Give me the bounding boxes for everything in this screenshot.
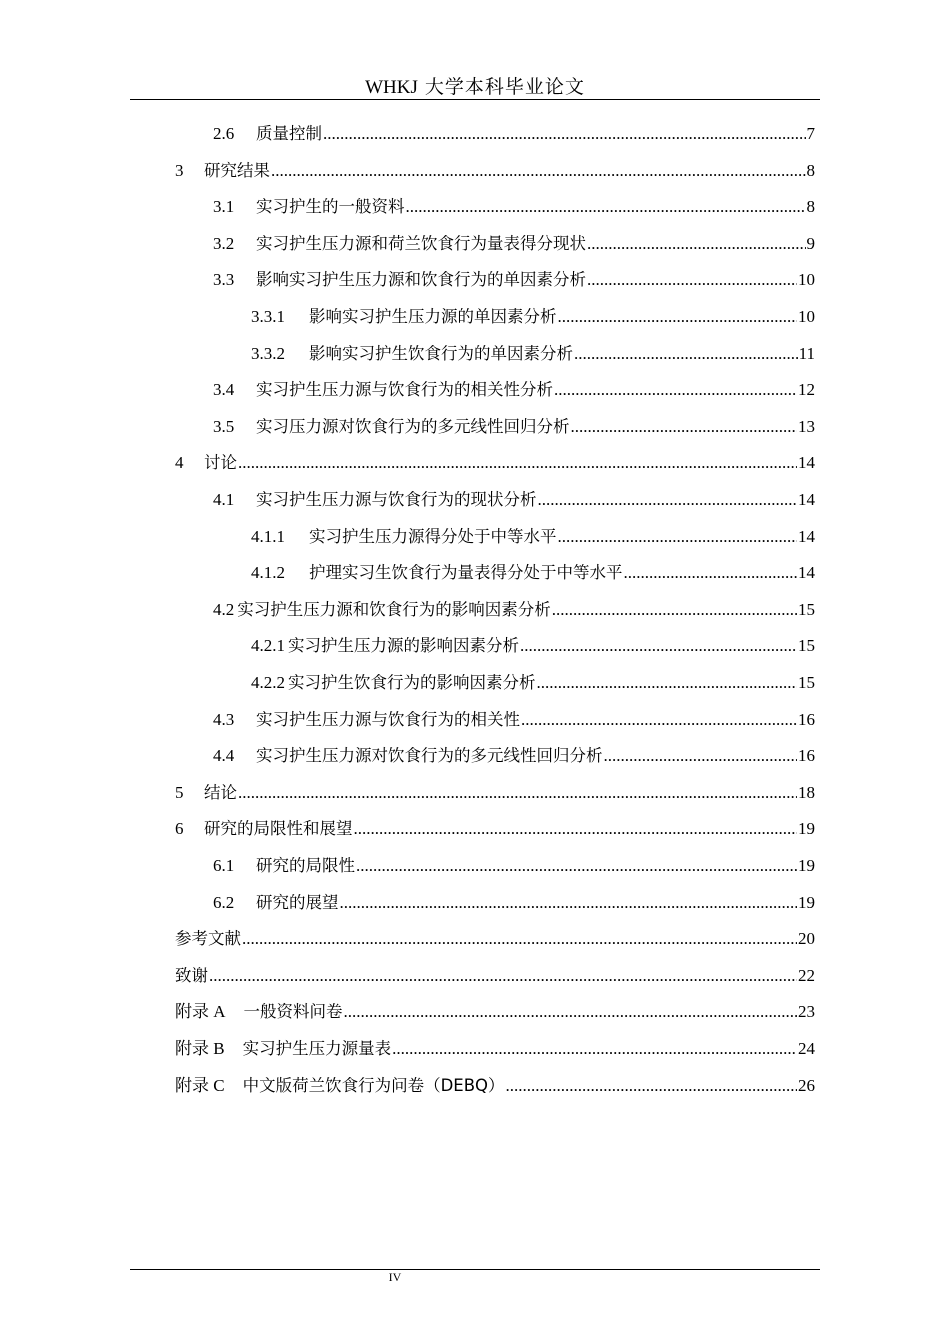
toc-entry-page: 18 bbox=[798, 782, 815, 802]
toc-entry[interactable] bbox=[175, 921, 815, 957]
toc-entry-page: 16 bbox=[798, 746, 815, 766]
toc-entry-title: 实习护生压力源量表 bbox=[242, 1039, 392, 1058]
toc-entry-title: 致谢 bbox=[175, 965, 208, 985]
toc-entry-number: 3.5 bbox=[213, 416, 235, 436]
toc-entry-title: 实习压力源对饮食行为的多元线性回归分析 bbox=[256, 416, 570, 436]
toc-dot-leader bbox=[506, 1068, 797, 1104]
toc-entry-number: 6.2 bbox=[213, 892, 235, 912]
toc-entry[interactable] bbox=[213, 592, 815, 628]
header-divider bbox=[130, 99, 820, 100]
toc-dot-leader bbox=[520, 628, 797, 664]
toc-entry-title: 实习护生压力源得分处于中等水平 bbox=[309, 526, 557, 546]
header-prefix: WHKJ bbox=[365, 77, 418, 98]
toc-entry-title: 研究结果 bbox=[204, 160, 270, 180]
toc-entry-page: 19 bbox=[798, 892, 815, 912]
toc-entry[interactable] bbox=[251, 665, 815, 701]
toc-entry-number: 3.4 bbox=[213, 380, 235, 400]
toc-dot-leader bbox=[344, 994, 797, 1030]
toc-entry[interactable] bbox=[213, 409, 815, 445]
toc-entry-title: 实习护生压力源和饮食行为的影响因素分析 bbox=[237, 599, 551, 619]
toc-entry[interactable] bbox=[251, 336, 815, 372]
toc-entry-page: 15 bbox=[798, 636, 815, 656]
toc-entry-number: 4.2.2 bbox=[251, 673, 285, 692]
toc-entry-number: 附录 C bbox=[175, 1075, 225, 1095]
toc-entry-number: 5 bbox=[175, 782, 184, 802]
toc-dot-leader bbox=[354, 811, 798, 847]
toc-dot-leader bbox=[238, 775, 797, 811]
toc-entry[interactable] bbox=[175, 958, 815, 994]
toc-entry-title: 实习护生的一般资料 bbox=[256, 197, 405, 217]
toc-entry[interactable] bbox=[175, 1068, 815, 1104]
toc-entry-title: 实习护生压力源与饮食行为的现状分析 bbox=[256, 490, 537, 509]
toc-entry-title: 影响实习护生饮食行为的单因素分析 bbox=[309, 343, 573, 363]
page-header bbox=[130, 72, 820, 100]
toc-entry-title: 实习护生饮食行为的影响因素分析 bbox=[288, 673, 536, 692]
toc-entry[interactable] bbox=[213, 372, 815, 408]
toc-dot-leader bbox=[538, 482, 798, 518]
toc-entry-page: 8 bbox=[806, 160, 815, 180]
toc-entry-title: 结论 bbox=[204, 782, 237, 802]
toc-entry-number: 3.1 bbox=[213, 197, 235, 217]
toc-entry-title: 一般资料问卷 bbox=[243, 1002, 343, 1022]
toc-entry-number: 4.1 bbox=[213, 490, 235, 509]
toc-entry-number: 3.3.2 bbox=[251, 343, 285, 363]
toc-entry[interactable] bbox=[251, 299, 815, 335]
toc-entry[interactable] bbox=[251, 519, 815, 555]
toc-entry-number: 4.2.1 bbox=[251, 636, 285, 656]
toc-entry-page: 20 bbox=[798, 929, 815, 949]
toc-entry[interactable] bbox=[175, 994, 815, 1030]
toc-entry-page: 16 bbox=[798, 709, 815, 729]
toc-dot-leader bbox=[521, 702, 797, 738]
toc-entry-number: 3 bbox=[175, 160, 184, 180]
toc-entry-title: 参考文献 bbox=[175, 929, 241, 949]
toc-dot-leader bbox=[209, 958, 797, 994]
toc-entry-number: 6.1 bbox=[213, 856, 235, 875]
toc-entry-number: 4.1.2 bbox=[251, 563, 285, 583]
toc-entry-title: 实习护生压力源与饮食行为的相关性 bbox=[256, 709, 520, 729]
toc-dot-leader bbox=[242, 921, 797, 957]
header-title: 大学本科毕业论文 bbox=[424, 76, 585, 98]
toc-dot-leader bbox=[574, 336, 798, 372]
toc-entry-page: 26 bbox=[798, 1075, 815, 1095]
toc-entry-title: 讨论 bbox=[204, 453, 237, 473]
toc-entry-page: 10 bbox=[798, 307, 815, 326]
toc-entry-title: 实习护生压力源与饮食行为的相关性分析 bbox=[256, 380, 553, 400]
toc-dot-leader bbox=[537, 665, 798, 701]
toc-entry-title: 实习护生压力源和荷兰饮食行为量表得分现状 bbox=[256, 233, 586, 253]
toc-entry[interactable] bbox=[175, 775, 815, 811]
toc-dot-leader bbox=[554, 372, 797, 408]
toc-entry-number: 附录 B bbox=[175, 1039, 225, 1058]
toc-entry[interactable] bbox=[213, 702, 815, 738]
toc-entry[interactable] bbox=[213, 226, 815, 262]
toc-entry-number: 3.3 bbox=[213, 270, 235, 290]
toc-entry-title: 研究的展望 bbox=[256, 892, 339, 912]
toc-entry-number: 4 bbox=[175, 453, 184, 473]
toc-entry-page: 19 bbox=[798, 856, 815, 875]
toc-entry[interactable] bbox=[213, 482, 815, 518]
toc-entry-title: 实习护生压力源对饮食行为的多元线性回归分析 bbox=[256, 746, 603, 766]
toc-dot-leader bbox=[604, 738, 798, 774]
toc-dot-leader bbox=[392, 1031, 797, 1067]
toc-entry[interactable] bbox=[251, 628, 815, 664]
toc-dot-leader bbox=[558, 519, 798, 555]
toc-entry-number: 4.3 bbox=[213, 709, 235, 729]
toc-entry[interactable] bbox=[213, 848, 815, 884]
toc-entry[interactable] bbox=[251, 555, 815, 591]
toc-entry[interactable] bbox=[175, 811, 815, 847]
toc-entry[interactable] bbox=[175, 153, 815, 189]
toc-entry-page: 8 bbox=[806, 197, 815, 217]
toc-dot-leader bbox=[558, 299, 798, 335]
toc-dot-leader bbox=[238, 445, 797, 481]
toc-entry-page: 11 bbox=[798, 343, 815, 363]
toc-dot-leader bbox=[323, 116, 806, 152]
toc-entry-number: 4.2 bbox=[213, 599, 235, 619]
toc-entry-number: 3.2 bbox=[213, 233, 235, 253]
toc-entry-page: 14 bbox=[798, 453, 815, 473]
toc-entry-title: 中文版荷兰饮食行为问卷（DEBQ） bbox=[242, 1075, 505, 1095]
toc-entry-page: 19 bbox=[798, 819, 815, 839]
toc-entry[interactable] bbox=[213, 738, 815, 774]
toc-entry-number: 4.1.1 bbox=[251, 526, 285, 546]
toc-dot-leader bbox=[587, 262, 797, 298]
toc-entry-title: 实习护生压力源的影响因素分析 bbox=[288, 636, 519, 656]
toc-entry-page: 15 bbox=[798, 599, 815, 619]
toc-entry-number: 4.4 bbox=[213, 746, 235, 766]
toc-dot-leader bbox=[587, 226, 806, 262]
toc-entry-title: 研究的局限性和展望 bbox=[204, 819, 353, 839]
toc-entry-page: 14 bbox=[798, 526, 815, 546]
toc-dot-leader bbox=[356, 848, 797, 884]
toc-entry-number: 附录 A bbox=[175, 1002, 226, 1022]
toc-dot-leader bbox=[624, 555, 798, 591]
toc-entry-number: 6 bbox=[175, 819, 184, 839]
toc-entry[interactable] bbox=[213, 262, 815, 298]
toc-dot-leader bbox=[340, 885, 798, 921]
toc-entry[interactable] bbox=[213, 885, 815, 921]
toc-dot-leader bbox=[571, 409, 798, 445]
toc-entry[interactable] bbox=[175, 445, 815, 481]
toc-entry-number: 3.3.1 bbox=[251, 307, 285, 326]
toc-entry-title: 影响实习护生压力源和饮食行为的单因素分析 bbox=[256, 270, 586, 290]
toc-entry-title: 研究的局限性 bbox=[256, 856, 355, 875]
page-number: IV bbox=[388, 1270, 402, 1284]
toc-entry-title: 质量控制 bbox=[256, 124, 322, 143]
toc-entry-title: 影响实习护生压力源的单因素分析 bbox=[309, 307, 557, 326]
toc-dot-leader bbox=[271, 153, 806, 189]
toc-entry-page: 22 bbox=[798, 965, 815, 985]
toc-entry-title: 护理实习生饮食行为量表得分处于中等水平 bbox=[309, 563, 623, 583]
toc-entry-page: 24 bbox=[798, 1039, 815, 1058]
toc-entry-page: 14 bbox=[798, 490, 815, 509]
toc-entry-page: 13 bbox=[798, 416, 815, 436]
toc-entry-number: 2.6 bbox=[213, 124, 235, 143]
toc-entry[interactable] bbox=[213, 116, 815, 152]
toc-entry-page: 14 bbox=[798, 563, 815, 583]
toc-entry[interactable] bbox=[175, 1031, 815, 1067]
toc-entry[interactable] bbox=[213, 189, 815, 225]
toc-entry-page: 7 bbox=[806, 124, 815, 143]
toc-entry-page: 15 bbox=[798, 673, 815, 692]
toc-entry-page: 12 bbox=[798, 380, 815, 400]
toc-dot-leader bbox=[406, 189, 806, 225]
toc-entry-page: 10 bbox=[798, 270, 815, 290]
toc-entry-page: 23 bbox=[798, 1002, 815, 1022]
toc-entry-page: 9 bbox=[806, 233, 815, 253]
toc-dot-leader bbox=[552, 592, 797, 628]
